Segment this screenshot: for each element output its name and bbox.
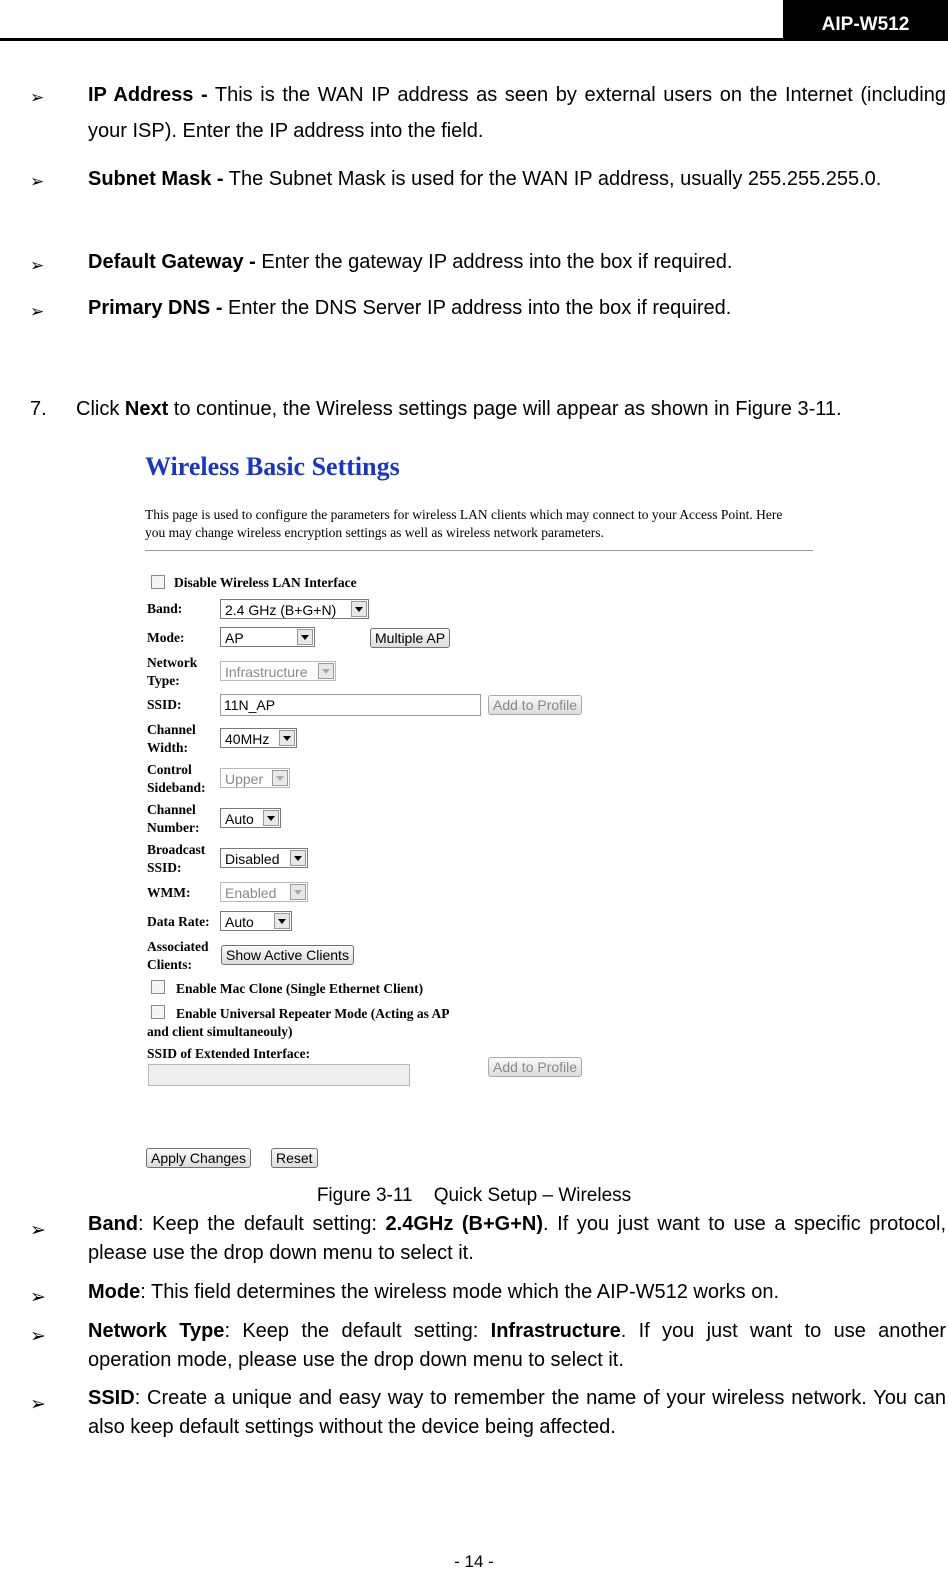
chevron-down-icon — [263, 810, 279, 826]
figure-title: Wireless Basic Settings — [145, 452, 400, 481]
arrow-bullet-icon: ➢ — [30, 88, 45, 107]
data-rate-label: Data Rate: — [147, 914, 210, 929]
label-line: Sideband: — [147, 780, 206, 795]
chevron-down-icon — [318, 663, 334, 679]
mac-clone-label: Enable Mac Clone (Single Ethernet Client) — [176, 981, 424, 996]
header-model-tab — [783, 0, 948, 38]
apply-changes-button[interactable]: Apply Changes — [146, 1148, 251, 1168]
desc-end: . If you just want to use another operation mode, please use the drop down menu to select it. — [88, 1320, 946, 1371]
chevron-down-icon — [297, 629, 313, 645]
disable-wlan-label: Disable Wireless LAN Interface — [174, 575, 357, 590]
show-active-clients-button[interactable]: Show Active Clients — [221, 945, 354, 965]
term: IP Address - — [88, 84, 208, 106]
channel-number-select[interactable] — [220, 808, 281, 828]
arrow-bullet-icon: ➢ — [30, 172, 45, 191]
label-line: Associated — [147, 939, 209, 954]
label-line: Network — [147, 655, 198, 670]
chevron-down-icon — [272, 770, 288, 786]
wmm-value: Enabled — [225, 885, 277, 901]
step-text-end: to continue, the Wireless settings page will appear as shown in Figure 3-11. — [168, 398, 842, 420]
term: Band — [88, 1213, 138, 1235]
header-rule — [0, 38, 948, 41]
step-number: 7. — [30, 398, 47, 420]
arrow-bullet-icon: ➢ — [30, 1220, 46, 1241]
multiple-ap-button[interactable]: Multiple AP — [370, 628, 450, 648]
page-number: - 14 - — [454, 1552, 494, 1571]
associated-clients-label — [147, 938, 209, 974]
bullet-mode — [88, 1278, 946, 1307]
label-line: Width: — [147, 740, 189, 755]
chevron-down-icon — [279, 730, 295, 746]
label-line: Type: — [147, 673, 180, 688]
desc: : Create a unique and easy way to remember the name of your wireless network. You can also keep default settings without the device being affected. — [88, 1387, 946, 1438]
arrow-bullet-icon: ➢ — [30, 256, 45, 275]
figure-caption: Figure 3-11 Quick Setup – Wireless — [316, 1185, 632, 1206]
term: Default Gateway - — [88, 251, 256, 273]
channel-width-select[interactable] — [220, 728, 297, 748]
label-line: SSID: — [147, 860, 182, 875]
bold: 2.4GHz (B+G+N) — [385, 1213, 544, 1235]
network-type-value: Infrastructure — [225, 664, 308, 680]
chevron-down-icon — [274, 913, 290, 929]
label-line: Channel — [147, 802, 196, 817]
broadcast-ssid-label — [147, 841, 205, 877]
wmm-label: WMM: — [147, 885, 191, 900]
arrow-bullet-icon: ➢ — [30, 1287, 46, 1308]
repeater-checkbox[interactable] — [151, 1005, 165, 1019]
desc: : Keep the default setting: — [224, 1320, 491, 1342]
band-value: 2.4 GHz (B+G+N) — [225, 602, 337, 618]
figure-divider — [145, 550, 813, 551]
data-rate-select[interactable] — [220, 911, 292, 931]
term: Primary DNS - — [88, 297, 223, 319]
channel-width-value: 40MHz — [225, 731, 270, 747]
ssid-label: SSID: — [147, 697, 182, 712]
mac-clone-checkbox[interactable] — [151, 980, 165, 994]
bullet-ssid — [88, 1384, 946, 1442]
label-line: Number: — [147, 820, 200, 835]
bullet-primary-dns — [88, 290, 946, 326]
control-sideband-value: Upper — [225, 771, 264, 787]
mode-value: AP — [225, 630, 244, 646]
channel-number-label — [147, 801, 200, 837]
label-line: Channel — [147, 722, 196, 737]
wmm-select[interactable] — [220, 882, 308, 902]
desc: : This field determines the wireless mode which the AIP-W512 works on. — [140, 1281, 780, 1303]
channel-number-value: Auto — [225, 811, 254, 827]
data-rate-value: Auto — [225, 914, 254, 930]
control-sideband-label — [147, 761, 206, 797]
desc: This is the WAN IP address as seen by external users on the Internet (including your ISP). Enter the IP address into the field. — [88, 84, 946, 142]
desc: : Keep the default setting: — [138, 1213, 386, 1235]
repeater-label: Enable Universal Repeater Mode (Acting as AP — [176, 1006, 450, 1021]
term: Network Type — [88, 1320, 225, 1342]
bullet-band — [88, 1210, 946, 1268]
broadcast-ssid-value: Disabled — [225, 851, 280, 867]
arrow-bullet-icon: ➢ — [30, 302, 45, 321]
bullet-subnet-mask — [88, 161, 946, 197]
mode-label: Mode: — [147, 630, 185, 645]
term: Subnet Mask - — [88, 168, 224, 190]
figure-description: This page is used to configure the parameters for wireless LAN clients which may connect to your Access Point. Here you may change wireless encryption settings as well as wireless network parameters. — [145, 507, 783, 540]
ssid-input[interactable]: 11N_AP — [220, 694, 481, 716]
add-to-profile-button[interactable]: Add to Profile — [488, 695, 582, 715]
extended-ssid-input[interactable] — [148, 1064, 410, 1086]
band-select[interactable] — [220, 599, 369, 619]
arrow-bullet-icon: ➢ — [30, 1394, 46, 1415]
network-type-select[interactable] — [220, 661, 336, 681]
chevron-down-icon — [290, 884, 306, 900]
desc-end: . If you just want to use a specific protocol, please use the drop down menu to select it. — [88, 1213, 946, 1264]
desc: Enter the DNS Server IP address into the box if required. — [222, 297, 732, 319]
chevron-down-icon — [290, 850, 306, 866]
label-line: Clients: — [147, 957, 192, 972]
repeater-label-cont: and client simultaneouly) — [147, 1024, 293, 1039]
term: SSID — [88, 1387, 135, 1409]
desc: The Subnet Mask is used for the WAN IP address, usually 255.255.255.0. — [223, 168, 882, 190]
label-line: Control — [147, 762, 192, 777]
broadcast-ssid-select[interactable] — [220, 848, 308, 868]
step-bold: Next — [124, 398, 169, 420]
bullet-network-type — [88, 1317, 946, 1375]
arrow-bullet-icon: ➢ — [30, 1326, 46, 1347]
model-name: AIP-W512 — [821, 14, 910, 35]
desc: Enter the gateway IP address into the box if required. — [255, 251, 733, 273]
term: Mode — [88, 1281, 141, 1303]
chevron-down-icon — [351, 601, 367, 617]
bold: Infrastructure — [490, 1320, 621, 1342]
label-line: Broadcast — [147, 842, 206, 857]
step-text: Click — [76, 398, 125, 420]
band-label: Band: — [147, 601, 183, 616]
extended-ssid-label: SSID of Extended Interface: — [147, 1046, 311, 1061]
bullet-default-gateway — [88, 244, 946, 280]
network-type-label — [147, 654, 197, 690]
disable-wlan-checkbox[interactable] — [151, 575, 165, 589]
reset-button[interactable]: Reset — [271, 1148, 318, 1168]
wireless-settings-figure — [145, 452, 825, 1182]
step-7 — [30, 398, 930, 421]
bullet-ip-address — [88, 77, 946, 149]
extended-add-to-profile-button[interactable]: Add to Profile — [488, 1057, 582, 1077]
channel-width-label — [147, 721, 196, 757]
control-sideband-select[interactable] — [220, 768, 290, 788]
mode-select[interactable] — [220, 627, 315, 647]
